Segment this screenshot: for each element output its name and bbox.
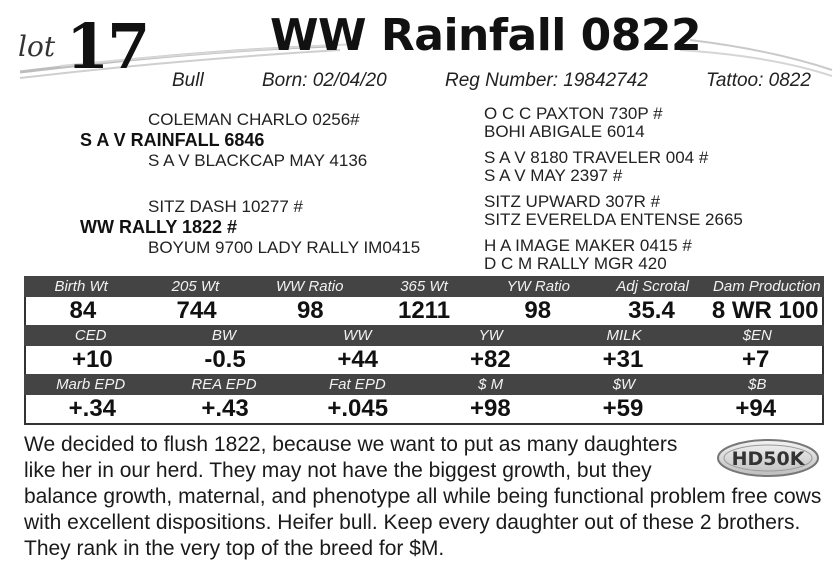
pedigree-sire: S A V RAINFALL 6846 bbox=[80, 130, 265, 150]
stat-header: $ M bbox=[478, 376, 504, 393]
stat-header: 205 Wt bbox=[171, 278, 220, 295]
pedigree-right-7: H A IMAGE MAKER 0415 # bbox=[484, 236, 692, 255]
pedigree-right-5: SITZ UPWARD 307R # bbox=[484, 192, 661, 211]
stat-value: +59 bbox=[602, 395, 644, 422]
tattoo: Tattoo: 0822 bbox=[706, 70, 811, 91]
stats-value-row-1 bbox=[24, 297, 824, 325]
stat-header: WW Ratio bbox=[275, 278, 344, 295]
pedigree-right-3: S A V 8180 TRAVELER 004 # bbox=[484, 148, 709, 167]
stat-header: YW Ratio bbox=[506, 278, 570, 295]
stats-header-row-1 bbox=[24, 276, 824, 297]
stat-value: 744 bbox=[176, 297, 217, 324]
stat-header: BW bbox=[211, 327, 237, 344]
stat-value: +.43 bbox=[201, 395, 249, 422]
stat-value: +94 bbox=[735, 395, 777, 422]
stat-value: 98 bbox=[524, 297, 552, 324]
pedigree-right-6: SITZ EVERELDA ENTENSE 2665 bbox=[484, 210, 743, 229]
stat-header: Birth Wt bbox=[54, 278, 108, 295]
stat-value: +10 bbox=[71, 346, 113, 373]
stat-header: MILK bbox=[606, 327, 642, 344]
pedigree-right-4: S A V MAY 2397 # bbox=[484, 166, 623, 185]
stat-header: Dam Production bbox=[713, 278, 821, 295]
stat-header: Adj Scrotal bbox=[616, 278, 689, 295]
stat-header: YW bbox=[478, 327, 503, 344]
stat-value: 98 bbox=[296, 297, 324, 324]
stats-header-row-3 bbox=[24, 374, 824, 395]
stat-header: Fat EPD bbox=[328, 376, 386, 393]
stats-value-row-2 bbox=[24, 346, 824, 374]
stat-header: $W bbox=[612, 376, 636, 393]
stat-value: 8 WR 100 bbox=[711, 297, 819, 324]
stat-value: +7 bbox=[742, 346, 770, 373]
stat-header: WW bbox=[343, 327, 372, 344]
stat-header: $EN bbox=[742, 327, 772, 344]
pedigree-sire-dam: S A V BLACKCAP MAY 4136 bbox=[148, 151, 368, 170]
stat-header: 365 Wt bbox=[400, 278, 448, 295]
pedigree-right-2: BOHI ABIGALE 6014 bbox=[484, 122, 645, 141]
stat-value: +.045 bbox=[327, 395, 389, 422]
performance-stats-table bbox=[24, 276, 824, 425]
sex-label: Bull bbox=[172, 70, 204, 91]
badge-text: HD50K bbox=[731, 448, 805, 470]
stat-header: CED bbox=[74, 327, 107, 344]
pedigree-dam-dam: BOYUM 9700 LADY RALLY IM0415 bbox=[148, 238, 421, 257]
stat-header: $B bbox=[748, 376, 767, 393]
stat-value: -0.5 bbox=[204, 346, 246, 373]
birth-date: Born: 02/04/20 bbox=[262, 70, 387, 91]
stat-value: 35.4 bbox=[628, 297, 675, 324]
pedigree-dam: WW RALLY 1822 # bbox=[80, 217, 238, 237]
stat-value: +82 bbox=[469, 346, 511, 373]
stat-value: 84 bbox=[69, 297, 97, 324]
lot-label: lot bbox=[18, 30, 56, 63]
stat-header: REA EPD bbox=[191, 376, 257, 393]
stat-value: +44 bbox=[337, 346, 379, 373]
stat-value: +98 bbox=[469, 395, 511, 422]
pedigree-sire-sire: COLEMAN CHARLO 0256# bbox=[148, 110, 360, 129]
stat-value: 1211 bbox=[397, 297, 451, 324]
stats-value-row-3 bbox=[24, 395, 824, 425]
pedigree-dam-sire: SITZ DASH 10277 # bbox=[148, 197, 303, 216]
registration-number: Reg Number: 19842742 bbox=[445, 70, 648, 91]
pedigree-right-8: D C M RALLY MGR 420 bbox=[484, 254, 667, 273]
stat-value: +31 bbox=[602, 346, 644, 373]
description-text: We decided to flush 1822, because we want to put as many daughters like her in our herd. They may not have the biggest growth, but they balance growth, maternal, and phenotype all while being functional problem free cows with excellent dispositions. Heifer bull. Keep every daughter out of these 2 brothers. They rank in the very top of the breed for $M. bbox=[24, 433, 822, 560]
stat-value: +.34 bbox=[68, 395, 117, 422]
stat-header: Marb EPD bbox=[56, 376, 126, 393]
lot-number: 17 bbox=[66, 10, 149, 83]
stats-header-row-2 bbox=[24, 325, 824, 346]
animal-name-title: WW Rainfall 0822 bbox=[270, 10, 702, 61]
pedigree-right-1: O C C PAXTON 730P # bbox=[484, 104, 663, 123]
